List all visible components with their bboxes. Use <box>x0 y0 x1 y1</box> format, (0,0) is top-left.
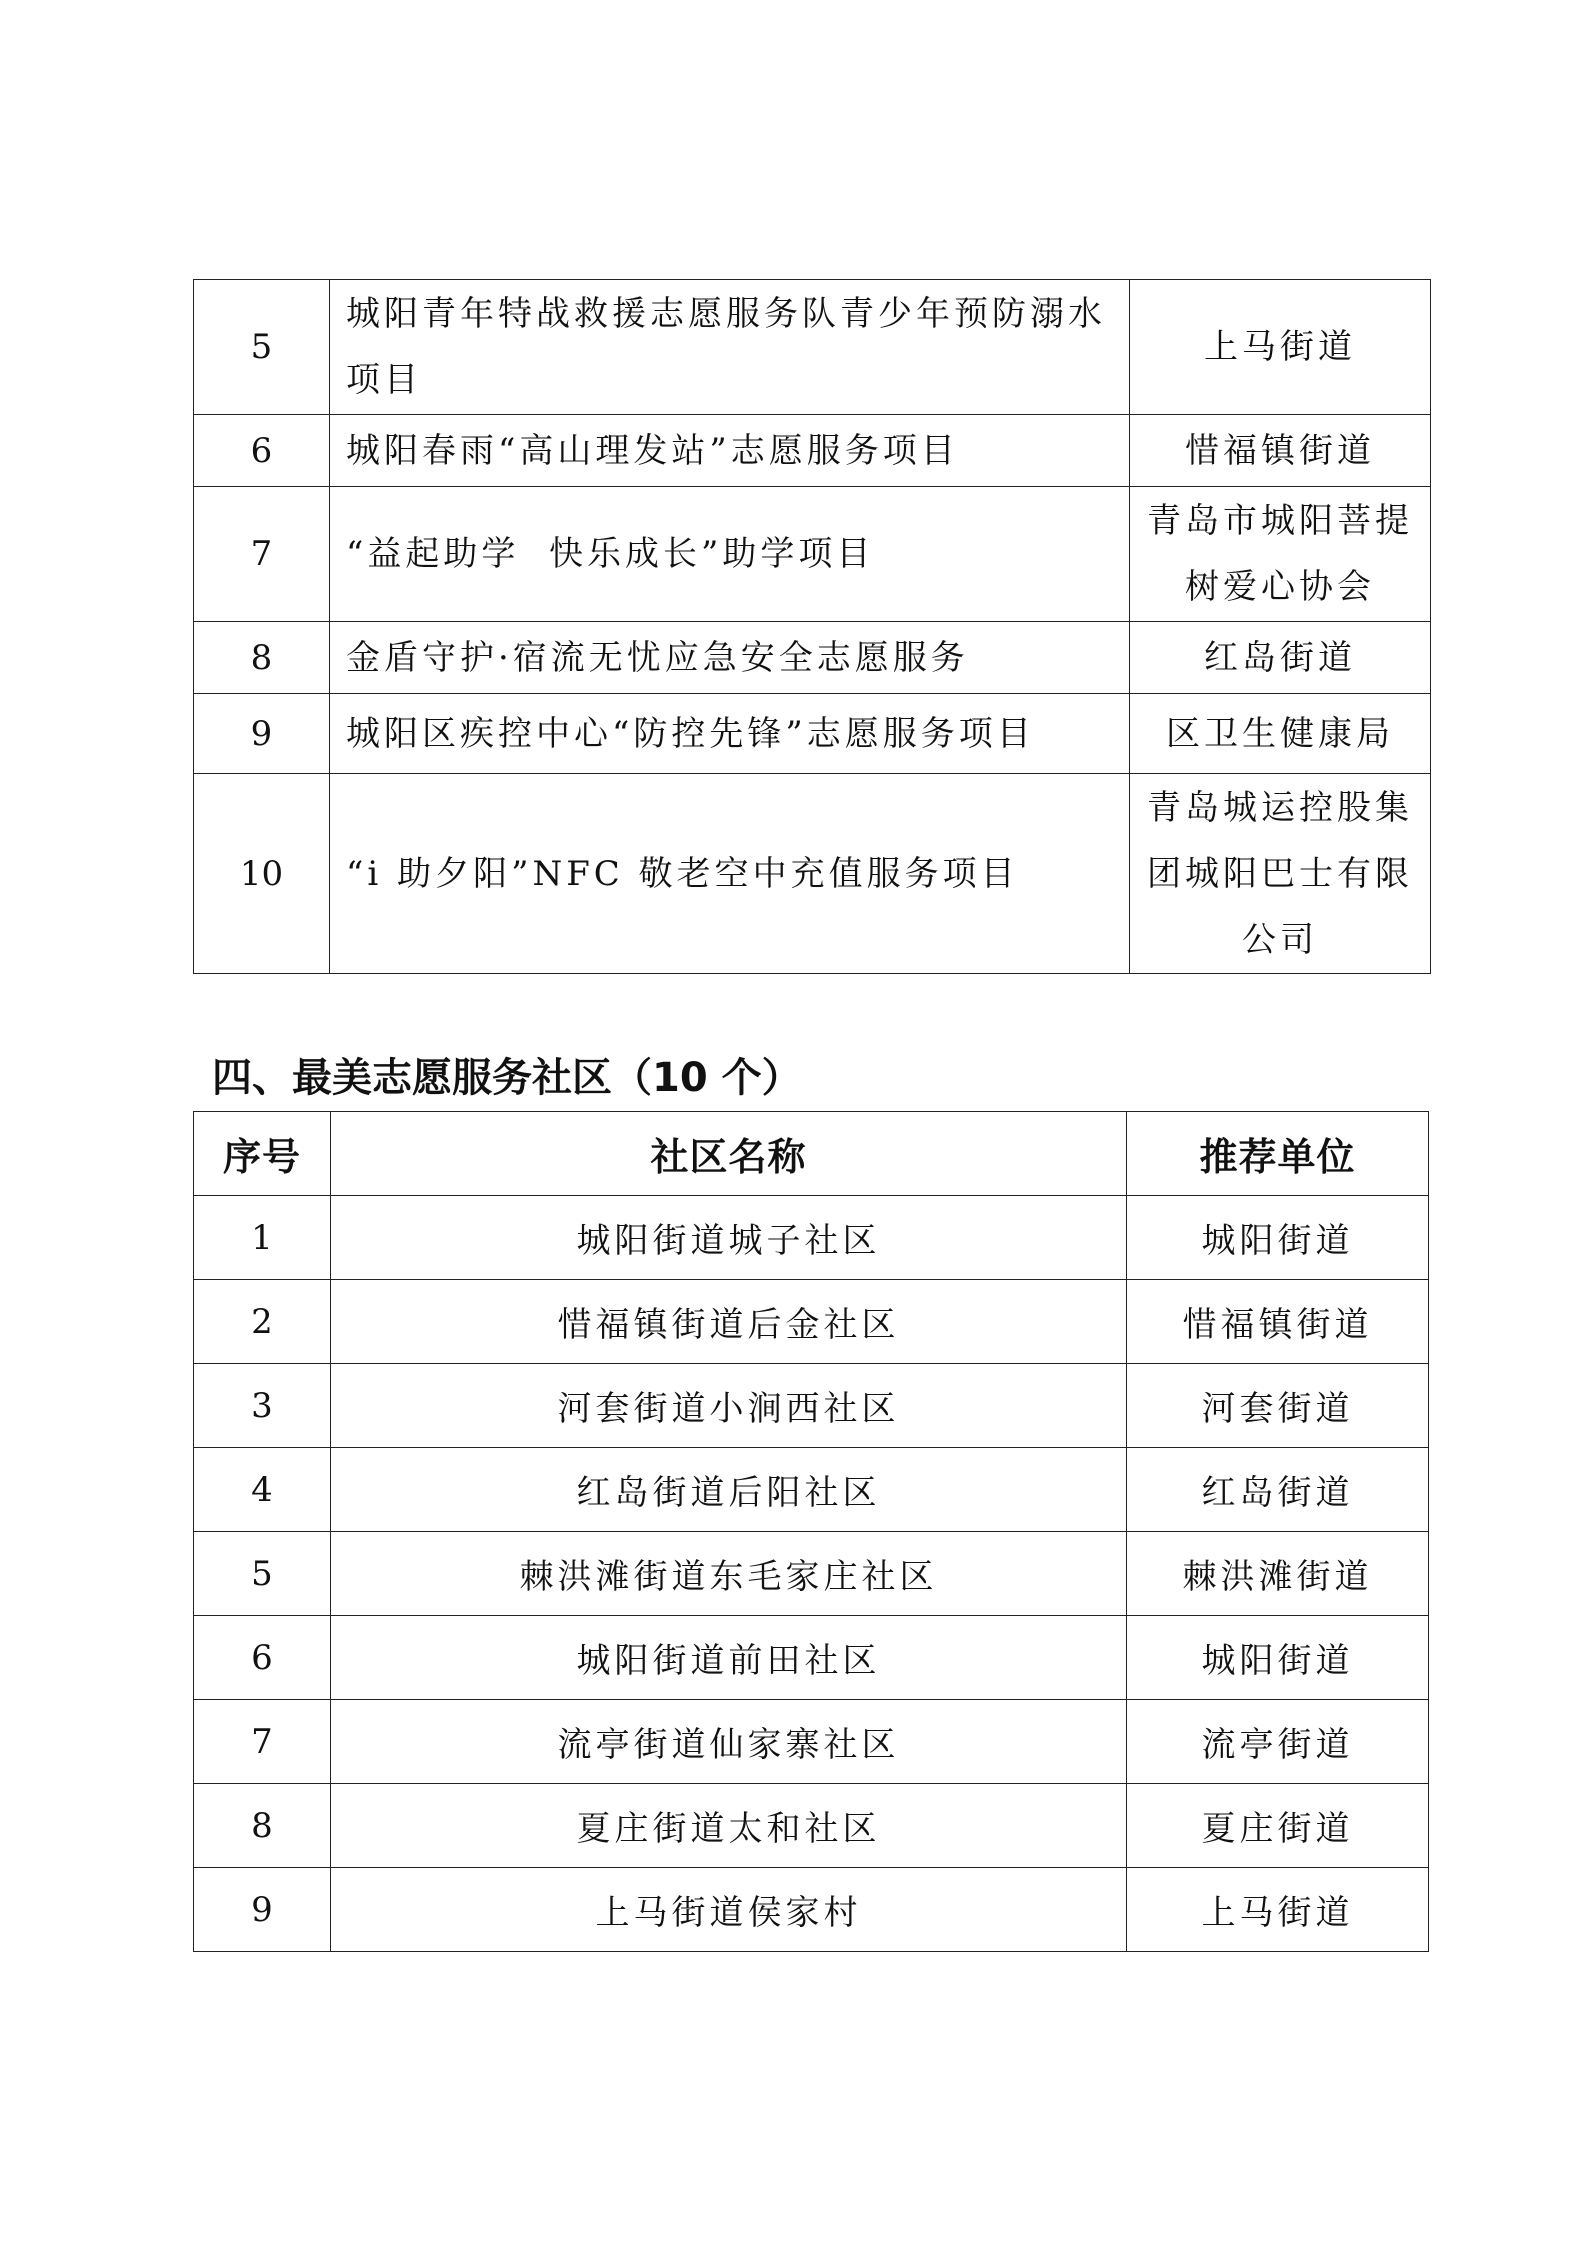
row-number: 9 <box>194 694 330 774</box>
column-header-number: 序号 <box>194 1112 331 1196</box>
row-number: 8 <box>194 622 330 694</box>
recommending-unit: 青岛城运控股集团城阳巴士有限公司 <box>1130 774 1431 974</box>
row-number: 7 <box>194 487 330 622</box>
table-row <box>194 280 1431 415</box>
community-name: 惜福镇街道后金社区 <box>331 1280 1127 1364</box>
community-table <box>193 1111 1429 1952</box>
row-number: 1 <box>194 1196 331 1280</box>
community-name: 流亭街道仙家寨社区 <box>331 1700 1127 1784</box>
row-number: 9 <box>194 1868 331 1952</box>
community-name: 城阳街道前田社区 <box>331 1616 1127 1700</box>
row-number: 7 <box>194 1700 331 1784</box>
community-name: 城阳街道城子社区 <box>331 1196 1127 1280</box>
recommending-unit: 红岛街道 <box>1130 622 1431 694</box>
column-header-unit: 推荐单位 <box>1127 1112 1429 1196</box>
project-name: 金盾守护·宿流无忧应急安全志愿服务 <box>330 622 1130 694</box>
project-name: “益起助学 快乐成长”助学项目 <box>330 487 1130 622</box>
recommending-unit: 惜福镇街道 <box>1127 1280 1429 1364</box>
table-row <box>194 1616 1429 1700</box>
recommending-unit: 河套街道 <box>1127 1364 1429 1448</box>
project-name: “i 助夕阳”NFC 敬老空中充值服务项目 <box>330 774 1130 974</box>
community-name: 红岛街道后阳社区 <box>331 1448 1127 1532</box>
community-name: 河套街道小涧西社区 <box>331 1364 1127 1448</box>
table-row <box>194 622 1431 694</box>
recommending-unit: 青岛市城阳菩提树爱心协会 <box>1130 487 1431 622</box>
recommending-unit: 流亭街道 <box>1127 1700 1429 1784</box>
row-number: 2 <box>194 1280 331 1364</box>
table-row <box>194 774 1431 974</box>
table-row <box>194 694 1431 774</box>
row-number: 10 <box>194 774 330 974</box>
table-row <box>194 1868 1429 1952</box>
recommending-unit: 城阳街道 <box>1127 1616 1429 1700</box>
recommending-unit: 上马街道 <box>1130 280 1431 415</box>
row-number: 8 <box>194 1784 331 1868</box>
table-header-row <box>194 1112 1429 1196</box>
project-name: 城阳春雨“高山理发站”志愿服务项目 <box>330 415 1130 487</box>
table-row <box>194 1364 1429 1448</box>
table-row <box>194 415 1431 487</box>
community-name: 棘洪滩街道东毛家庄社区 <box>331 1532 1127 1616</box>
row-number: 3 <box>194 1364 331 1448</box>
section-heading: 四、最美志愿服务社区（10 个） <box>212 1055 802 1101</box>
row-number: 5 <box>194 280 330 415</box>
row-number: 5 <box>194 1532 331 1616</box>
recommending-unit: 城阳街道 <box>1127 1196 1429 1280</box>
recommending-unit: 惜福镇街道 <box>1130 415 1431 487</box>
table-row <box>194 1448 1429 1532</box>
community-name: 上马街道侯家村 <box>331 1868 1127 1952</box>
table-row <box>194 1700 1429 1784</box>
row-number: 6 <box>194 415 330 487</box>
projects-table <box>193 279 1431 974</box>
row-number: 4 <box>194 1448 331 1532</box>
table-row <box>194 1532 1429 1616</box>
recommending-unit: 红岛街道 <box>1127 1448 1429 1532</box>
recommending-unit: 区卫生健康局 <box>1130 694 1431 774</box>
recommending-unit: 上马街道 <box>1127 1868 1429 1952</box>
table-row <box>194 1196 1429 1280</box>
table-row <box>194 1784 1429 1868</box>
recommending-unit: 夏庄街道 <box>1127 1784 1429 1868</box>
recommending-unit: 棘洪滩街道 <box>1127 1532 1429 1616</box>
community-name: 夏庄街道太和社区 <box>331 1784 1127 1868</box>
table-row <box>194 487 1431 622</box>
table-row <box>194 1280 1429 1364</box>
row-number: 6 <box>194 1616 331 1700</box>
project-name: 城阳区疾控中心“防控先锋”志愿服务项目 <box>330 694 1130 774</box>
column-header-name: 社区名称 <box>331 1112 1127 1196</box>
project-name: 城阳青年特战救援志愿服务队青少年预防溺水项目 <box>330 280 1130 415</box>
